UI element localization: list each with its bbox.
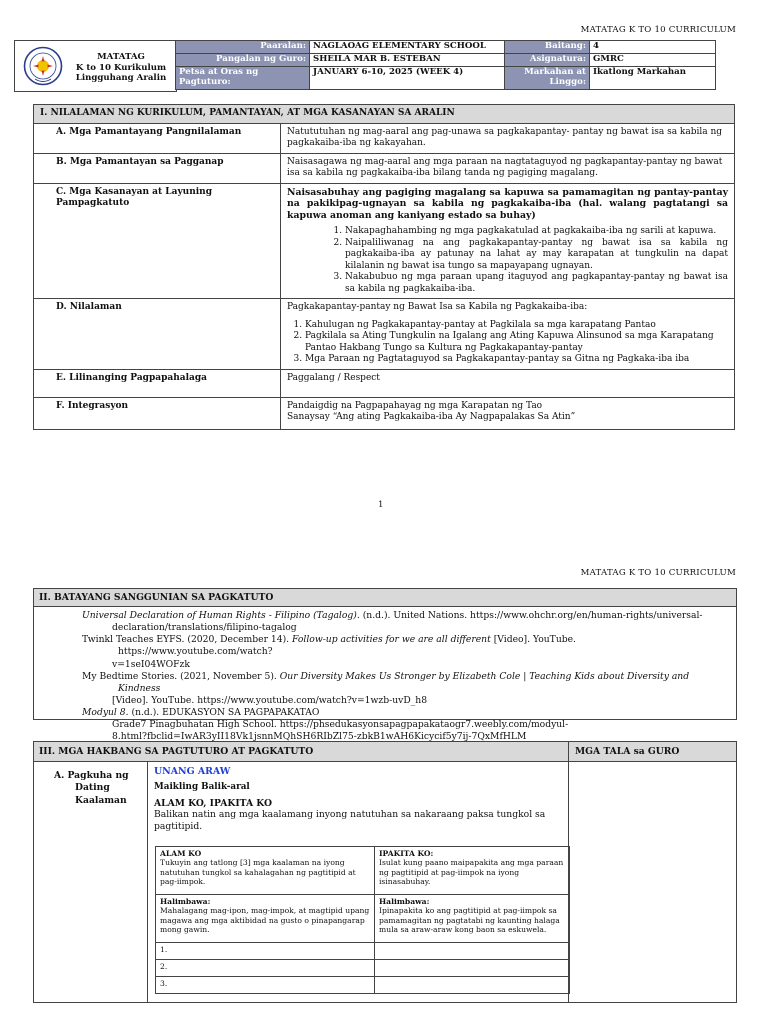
row-c-main: Naisasabuhay ang pagiging magalang sa kapuwa sa pamamagitan ng pantay-pantay na pakikipag-ugnayan sa kabila ng pagkakaiba-iba (hal. walang pagtatangi sa kapuwa anoman ang kaniyang estado sa buhay) [287,186,728,222]
subject-label: Asignatura: [505,54,590,67]
reference-4-cont-2: 8.html?fbclid=IwAR3yII18Vk1jsnnMQhSH6RIbZl75-zbkB1wAH6Kicycif5y7ij-7QxMfHLM [112,731,527,743]
grade-label: Baitang: [505,41,590,54]
section-3-title: III. MGA HAKBANG SA PAGTUTURO AT PAGKATUTO [34,742,568,762]
reference-4: Modyul 8. (n.d.). EDUKASYON SA PAGPAPAKATAO [82,707,320,719]
objective-item: 2. Naipaliliwanag na ang pagkakapantay-pantay ng bawat isa sa kabila ng pagkakaiba-iba ay patunay na lahat ay may karapatan at tungkulin na dapat kilalanin ng bawat isa tungo sa mapayapang ugnayan. [345,238,728,273]
teacher-value: SHEILA MAR B. ESTEBAN [310,54,505,67]
reference-2: Twinkl Teaches EYFS. (2020, December 14). Follow-up activities for we are all different [Video]. YouTube. https://www.youtube.com/watch? [82,634,576,658]
page-number: 1 [378,500,384,510]
content-item: 2. Pagkilala sa Ating Tungkulin na Igalang ang Ating Kapuwa Alinsunod sa mga Karapatang Pantao Hakbang Tungo sa Kultura ng Pagkakapantay-pantay [305,331,728,354]
activity-table [155,846,570,994]
info-table [175,40,716,90]
activity-description: Balikan natin ang mga kaalamang inyong natutuhan sa nakaraang paksa tungkol sa pagtitipid. [154,809,546,832]
section-2-box [33,588,737,743]
row-b-text: Naisasagawa ng mag-aaral ang mga paraan na nagtataguyod ng pagkapantay-pantay ng bawat isa sa kabila ng pagkakaiba-iba bilang tanda ng pagiging magalang. [281,153,735,183]
row-d-main: Pagkakapantay-pantay ng Bawat Isa sa Kabila ng Pagkakaiba-iba: [287,302,588,313]
review-heading: Maikling Balik-aral [154,782,250,792]
quarter-value: Ikatlong Markahan [590,67,716,90]
ipakita-ko-description: Isulat kung paano maipapakita ang mga paraan ng pagtitipid at pag-iimpok na iyong isinasabuhay. [379,858,564,886]
answer-cell-1[interactable] [375,943,570,960]
deped-seal-icon [23,46,63,86]
title-line-1: MATATAG [97,52,145,62]
grade-value: 4 [590,41,716,54]
example-label-left: Halimbawa: [160,897,211,906]
label-divider [147,762,148,1002]
answer-row-2[interactable]: 2. [156,960,375,977]
example-label-right: Halimbawa: [379,897,430,906]
row-f-line-1: Pandaigdig na Pagpapahayag ng mga Karapatan ng Tao [287,400,543,411]
row-e-label: E. Lilinanging Pagpapahalaga [34,369,281,397]
answer-row-3[interactable]: 3. [156,977,375,994]
section-2-title: II. BATAYANG SANGGUNIAN SA PAGKATUTO [34,589,736,607]
title-line-3: Lingguhang Aralin [75,73,167,84]
section-1-table [33,104,735,430]
teacher-label: Pangalan ng Guro: [176,54,310,67]
ipakita-ko-heading: IPAKITA KO: [379,849,434,858]
date-label: Petsa at Oras ng Pagtuturo: [176,67,310,90]
school-label: Paaralan: [176,41,310,54]
row-f-line-2: Sanaysay “Ang ating Pagkakaiba-iba Ay Nagpapalakas Sa Atin” [287,412,576,423]
example-right: Ipinapakita ko ang pagtitipid at pag-iimpok sa pamamagitan ng pagtatabi ng kaunting halaga mula sa araw-araw kong baon sa eskuwela. [379,906,560,934]
running-header-2: MATATAG K TO 10 CURRICULUM [580,568,736,578]
reference-4-cont-1: Grade7 Pinagbuhatan High School. https://phsedukasyonsapagpapakataogr7.weebly.com/modyul- [112,719,569,731]
notes-title: MGA TALA sa GURO [568,742,736,762]
row-f-label: F. Integrasyon [34,397,281,429]
subject-value: GMRC [590,54,716,67]
objective-item: 1. Nakapaghahambing ng mga pagkakatulad at pagkakaiba-iba ng sarili at kapuwa. [345,226,728,238]
row-a-label: A. Mga Pamantayang Pangnilalaman [34,123,281,153]
reference-1: Universal Declaration of Human Rights - Filipino (Tagalog). (n.d.). United Nations. https://www.ohchr.org/en/human-rights/universal- [82,610,703,621]
reference-3: My Bedtime Stories. (2021, November 5). Our Diversity Makes Us Stronger by Elizabeth Cole | Teaching Kids about Diversity and Kindness [82,670,690,694]
title-line-2: K to 10 Kurikulum [75,62,167,73]
section-3-box [33,741,737,1003]
content-item: 3. Mga Paraan ng Pagtataguyod sa Pagkakapantay-pantay sa Gitna ng Pagkaka-iba iba [305,354,728,366]
reference-2-cont: v=1seI04WOFzk [112,658,190,670]
row-d-label: D. Nilalaman [34,299,281,370]
answer-row-1[interactable]: 1. [156,943,375,960]
row-a-text: Natututuhan ng mag-aaral ang pag-unawa sa pagkakapantay- pantay ng bawat isa sa kabila ng pagkakaiba-iba ng kakayahan. [281,123,735,153]
school-value: NAGLAOAG ELEMENTARY SCHOOL [310,41,505,54]
example-left: Mahalagang mag-ipon, mag-impok, at magtipid upang magawa ang mga aktibidad na gusto o pinapangarap mong gawin. [160,906,370,934]
alam-ko-description: Tukuyin ang tatlong [3] mga kaalaman na iyong natutuhan tungkol sa kahalagahan ng pagtitipid at pag-iimpok. [160,858,356,886]
reference-1-cont: declaration/translations/filipino-tagalog [112,622,297,634]
step-a-label: A. Pagkuha ng Dating Kaalaman [54,770,129,806]
running-header: MATATAG K TO 10 CURRICULUM [580,25,736,35]
activity-title: ALAM KO, IPAKITA KO [154,798,273,809]
date-value: JANUARY 6-10, 2025 (WEEK 4) [310,67,505,90]
day-heading: UNANG ARAW [154,766,231,777]
reference-3-cont: [Video]. YouTube. https://www.youtube.com/watch?v=1wzb-uvD_h8 [112,694,428,706]
alam-ko-heading: ALAM KO [160,849,202,858]
content-list [287,320,728,366]
objectives-list [287,226,728,295]
title-block [14,40,177,92]
answer-cell-3[interactable] [375,977,570,994]
row-c-label: C. Mga Kasanayan at Layuning Pampagkatuto [34,183,281,299]
objective-item: 3. Nakabubuo ng mga paraan upang itaguyod ang pagkapantay-pantay ng bawat isa sa kabila ng pagkakaiba-iba. [345,272,728,295]
answer-cell-2[interactable] [375,960,570,977]
quarter-label: Markahan at Linggo: [505,67,590,90]
section-1-title: I. NILALAMAN NG KURIKULUM, PAMANTAYAN, AT MGA KASANAYAN SA ARALIN [34,105,735,124]
row-b-label: B. Mga Pamantayan sa Pagganap [34,153,281,183]
content-item: 1. Kahulugan ng Pagkakapantay-pantay at Pagkilala sa mga karapatang Pantao [305,320,728,332]
row-e-text: Paggalang / Respect [281,369,735,397]
